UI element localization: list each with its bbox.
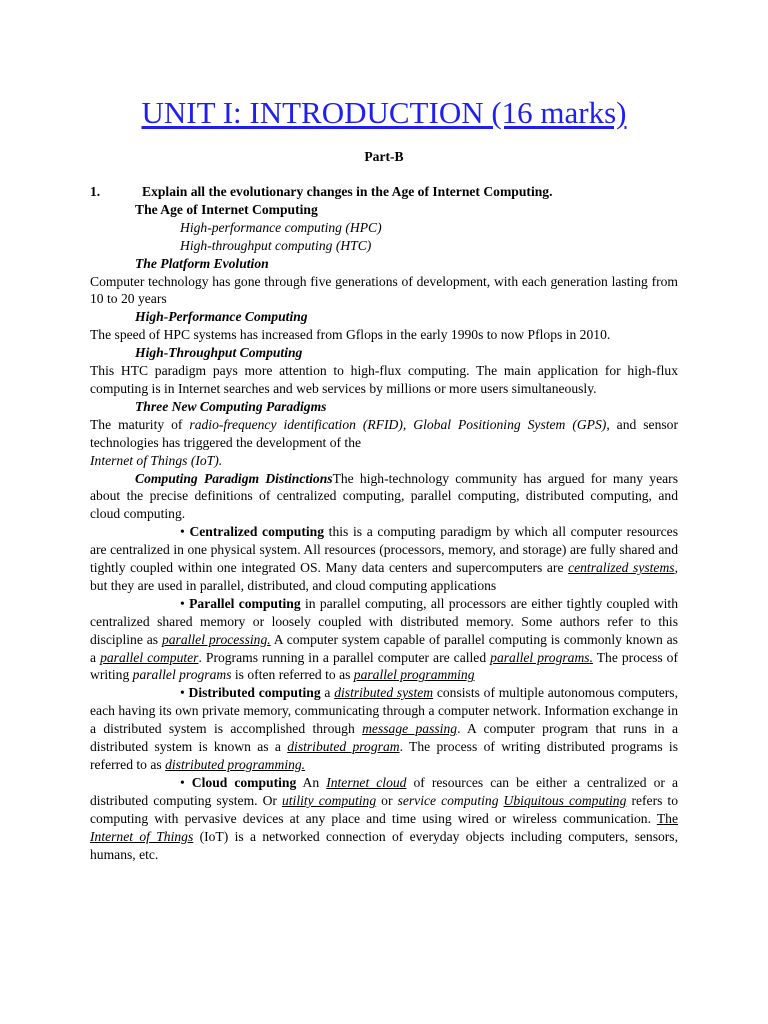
underlined-term: parallel programming bbox=[353, 667, 475, 683]
underlined-term: distributed program bbox=[287, 739, 400, 755]
text-span: , and sensor technologies has triggered the development of the bbox=[90, 416, 678, 450]
question-text: Explain all the evolutionary changes in the Age of Internet Computing. bbox=[142, 184, 553, 199]
underlined-term: parallel programs. bbox=[490, 649, 593, 665]
italic-span: parallel programs bbox=[132, 667, 232, 683]
underlined-term: utility computing bbox=[281, 792, 377, 808]
underlined-term: distributed programming. bbox=[165, 757, 306, 772]
bullet: • bbox=[180, 595, 190, 611]
text-span: refers to computing with pervasive devices at any place and time using wired or wireless communication. bbox=[90, 792, 679, 826]
heading-hpc: High-Performance Computing bbox=[135, 309, 308, 325]
bullet: • bbox=[180, 524, 190, 540]
underlined-term: Internet cloud bbox=[326, 774, 407, 790]
heading-platform-evolution: The Platform Evolution bbox=[135, 255, 269, 271]
text-span: a bbox=[320, 685, 335, 701]
heading-distinctions: Computing Paradigm Distinctions bbox=[135, 470, 333, 486]
heading-age-of-internet-computing: The Age of Internet Computing bbox=[135, 201, 318, 217]
text-span: The high-technology community has argued for many years about the precise definitions of centralized computing, parallel computing, distributed computing, and cloud computing. bbox=[90, 470, 678, 522]
text-span: (IoT) is a networked connection of everyday objects including computers, sensors, humans, etc. bbox=[90, 828, 678, 862]
paragraph-platform-evolution: Computer technology has gone through five generations of development, with each generation lasting from 10 to 20 years bbox=[90, 273, 678, 307]
underlined-term: distributed system bbox=[334, 685, 434, 701]
term-parallel: Parallel computing bbox=[189, 595, 301, 611]
paragraph-distinctions bbox=[90, 470, 678, 524]
heading-htc: High-Throughput Computing bbox=[135, 345, 303, 361]
term-distributed: Distributed computing bbox=[188, 685, 321, 701]
paragraph-cloud bbox=[90, 774, 678, 864]
heading-three-paradigms: Three New Computing Paradigms bbox=[135, 398, 327, 414]
text-span: , but they are used in parallel, distributed, and cloud computing applications bbox=[90, 560, 678, 593]
paragraph-three-paradigms bbox=[90, 416, 678, 452]
text-span: in parallel computing, all processors are either tightly coupled with centralized shared memory or loosely coupled with distributed memory. Some authors refer to this discipline as bbox=[90, 595, 678, 647]
underlined-term: parallel processing. bbox=[161, 631, 271, 647]
text-span: is often referred to as bbox=[231, 667, 354, 683]
paragraph-iot: Internet of Things (IoT). bbox=[90, 452, 223, 468]
italic-span: radio-frequency identification (RFID), Global Positioning System (GPS) bbox=[189, 416, 607, 432]
italic-span: service computing bbox=[397, 792, 499, 808]
part-label: Part-B bbox=[364, 149, 404, 164]
text-span: The maturity of bbox=[90, 416, 190, 432]
underlined-term: parallel computer bbox=[100, 649, 199, 665]
text-span: this is a computing paradigm by which all computer resources are centralized in one physical system. All resources (processors, memory, and storage) are fully shared and tightly coupled within one integrated OS. Many data centers and supercomputers are bbox=[90, 524, 678, 576]
document-body bbox=[90, 183, 678, 863]
bullet: • bbox=[180, 685, 189, 701]
underlined-term: message passing bbox=[362, 721, 458, 737]
underlined-term: Internet of Things bbox=[90, 828, 194, 844]
term-centralized: Centralized computing bbox=[189, 524, 324, 540]
paragraph-centralized bbox=[90, 523, 678, 595]
text-span: or bbox=[376, 792, 398, 808]
underlined-term: The bbox=[656, 810, 678, 826]
paragraph-htc: This HTC paradigm pays more attention to high-flux computing. The main application for high-flux computing is in Internet searches and web services by millions or more users simultaneously. bbox=[90, 363, 678, 396]
text-span: of resources can be either a centralized or a distributed computing system. Or bbox=[90, 774, 678, 808]
underlined-term: centralized systems bbox=[568, 560, 675, 576]
list-item-htc: High-throughput computing (HTC) bbox=[180, 237, 372, 253]
paragraph-hpc: The speed of HPC systems has increased from Gflops in the early 1990s to now Pflops in 2010. bbox=[90, 327, 611, 343]
text-span: . Programs running in a parallel computer are called bbox=[198, 649, 491, 665]
paragraph-distributed bbox=[90, 684, 678, 774]
text-span: A computer system capable of parallel computing is commonly known as a bbox=[90, 631, 678, 665]
list-item-hpc: High-performance computing (HPC) bbox=[180, 219, 382, 235]
underlined-term: Ubiquitous computing bbox=[503, 792, 627, 808]
text-span: . A computer program that runs in a distributed system is known as a bbox=[90, 721, 678, 755]
text-span: The process of writing bbox=[90, 649, 678, 683]
text-span: consists of multiple autonomous computers, each having its own private memory, communicating through a computer network. Information exchange in a distributed system is accomplished through bbox=[90, 685, 678, 737]
text-span: . The process of writing distributed programs is referred to as bbox=[90, 739, 678, 772]
question-1 bbox=[90, 183, 678, 201]
question-number: 1. bbox=[90, 184, 101, 199]
term-cloud: Cloud computing bbox=[191, 774, 297, 790]
paragraph-parallel bbox=[90, 595, 678, 685]
page-title: UNIT I: INTRODUCTION (16 marks) bbox=[141, 95, 627, 130]
bullet: • bbox=[180, 774, 192, 790]
text-span: An bbox=[296, 774, 327, 790]
